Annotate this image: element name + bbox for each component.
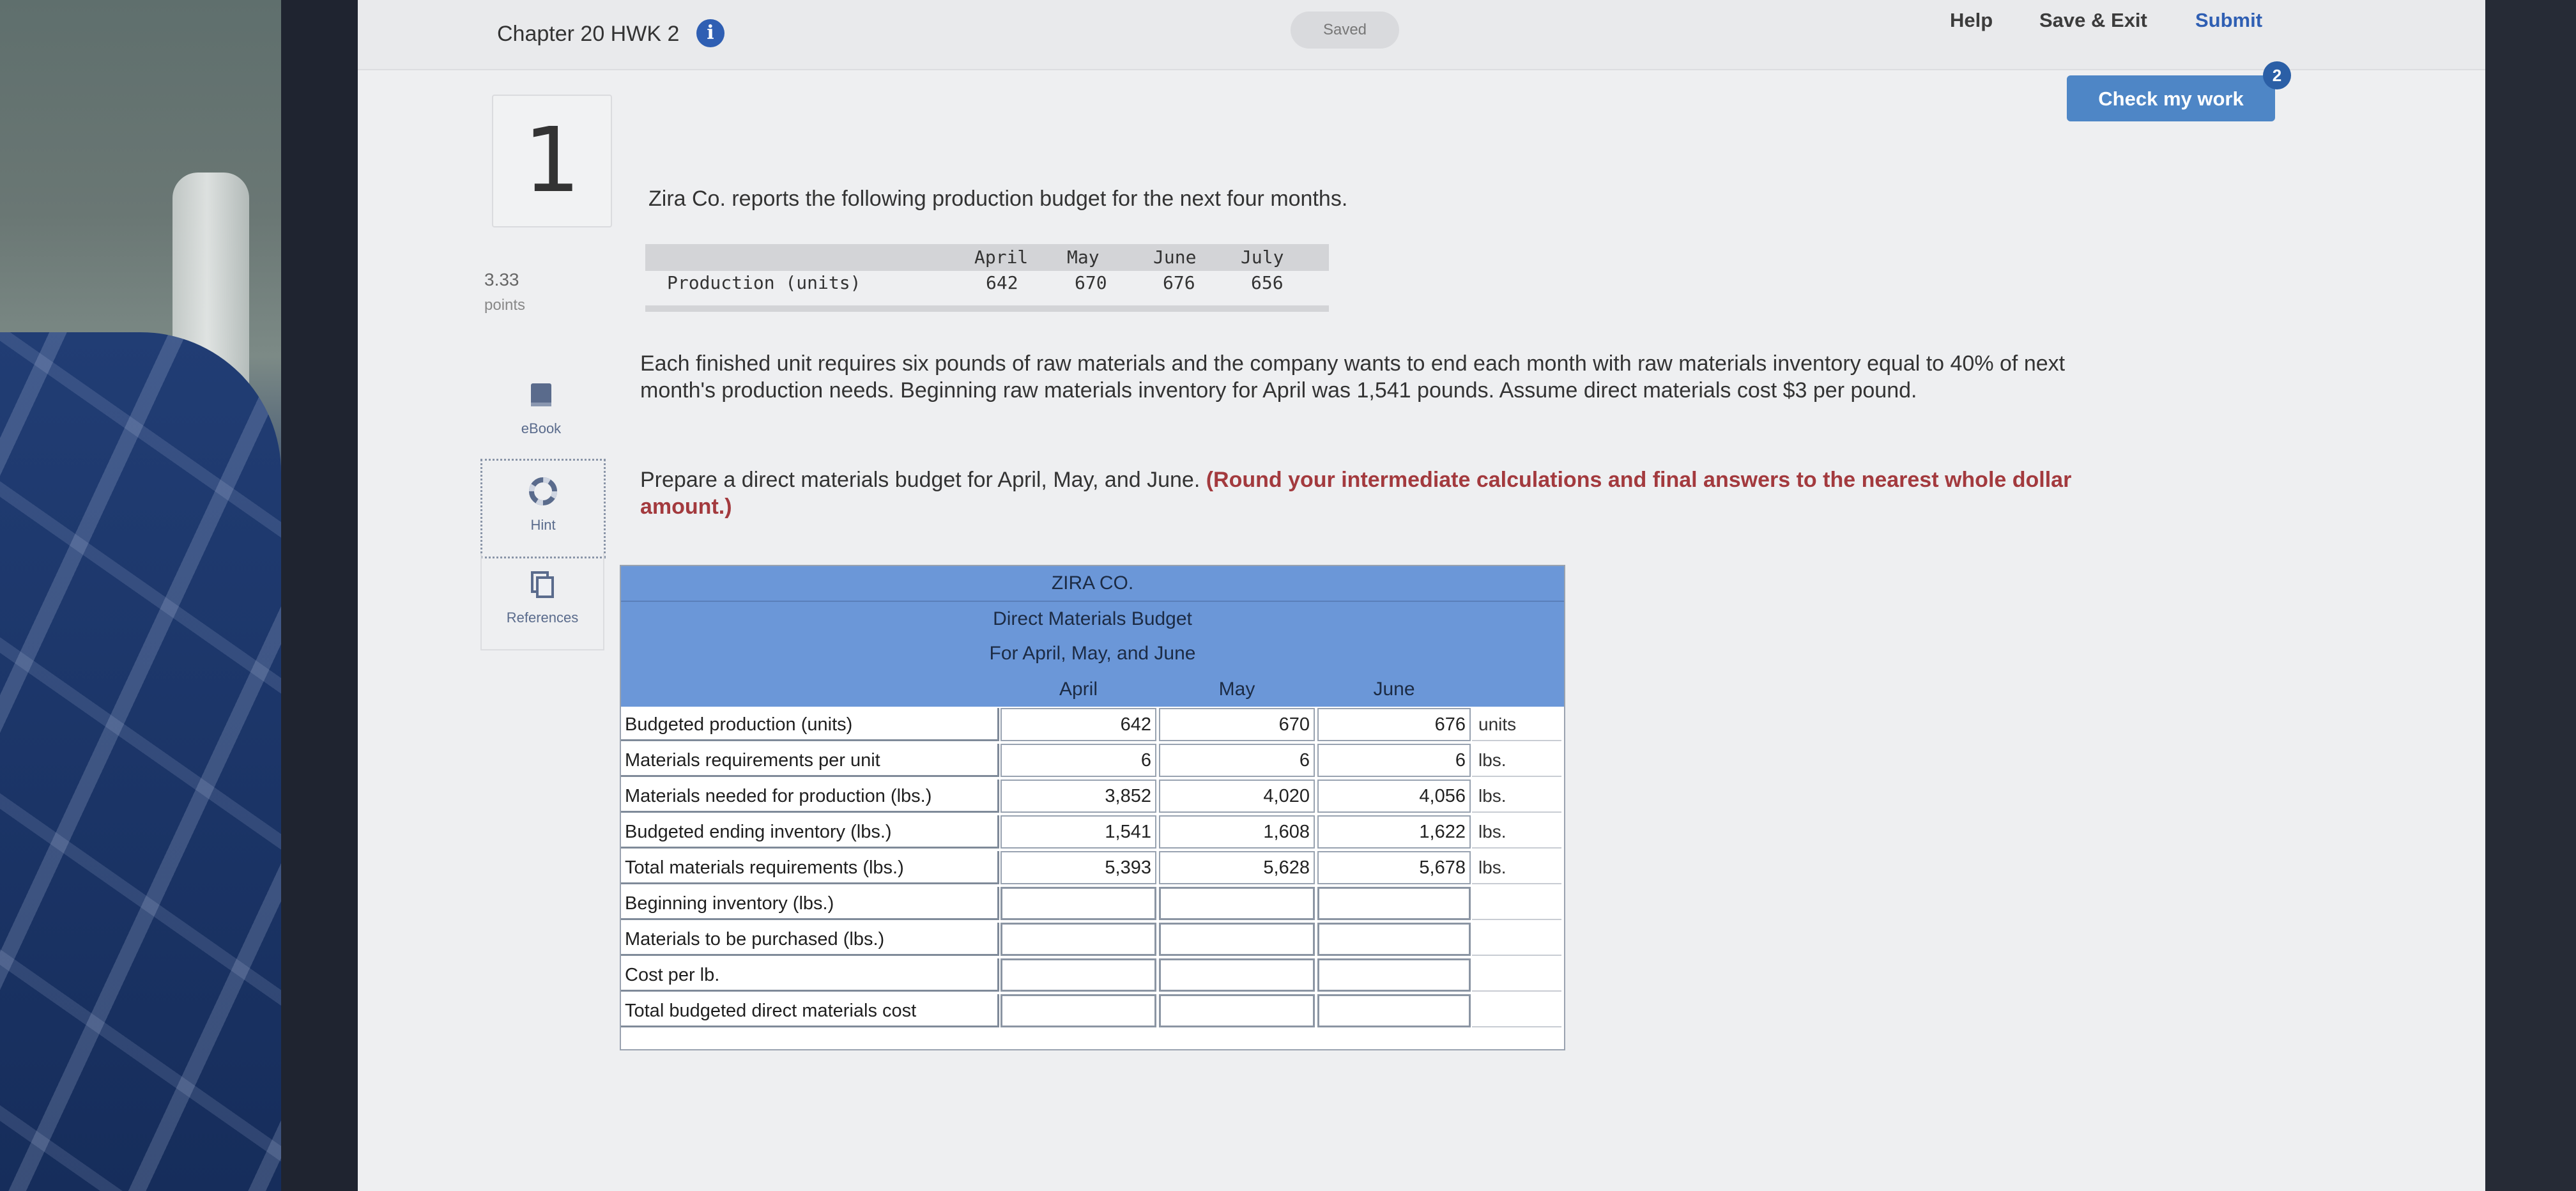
production-value-may: 670: [1075, 272, 1107, 293]
unit-column-header: [1472, 672, 1564, 707]
production-month-june: June: [1153, 247, 1197, 268]
row-label-cost-per-lb: Cost per lb.: [621, 958, 999, 992]
row-label-column-header: [621, 672, 999, 707]
ebook-button[interactable]: [480, 364, 602, 460]
unit-materials-needed: lbs.: [1472, 780, 1561, 813]
question-paragraph-1: Each finished unit requires six pounds of raw materials and the company wants to end each month with raw materials inventory equal to 40% of next month's production needs. Beginning raw materials inventory for April was 1,541 pounds. Assume direct materials cost $3 per pound.: [640, 351, 2066, 403]
assignment-title: Chapter 20 HWK 2: [497, 22, 680, 46]
cell-ending-inventory-april[interactable]: 1,541: [1000, 815, 1156, 849]
row-label-materials-per-unit: Materials requirements per unit: [621, 744, 999, 777]
monitor-bezel-left: [281, 0, 358, 1191]
background-blanket: [0, 332, 281, 1191]
cell-total-requirements-june[interactable]: 5,678: [1317, 851, 1471, 884]
input-total-cost-june[interactable]: [1317, 994, 1471, 1027]
table-title: Direct Materials Budget: [621, 602, 1564, 638]
cell-ending-inventory-june[interactable]: 1,622: [1317, 815, 1471, 849]
points-value: 3.33: [484, 270, 519, 289]
row-label-budgeted-production: Budgeted production (units): [621, 708, 999, 741]
input-cost-per-lb-june[interactable]: [1317, 958, 1471, 992]
help-link[interactable]: Help: [1950, 9, 1993, 31]
row-label-materials-purchased: Materials to be purchased (lbs.): [621, 923, 999, 956]
monitor-bezel-right: [2485, 0, 2576, 1191]
row-label-materials-needed: Materials needed for production (lbs.): [621, 780, 999, 813]
production-month-may: May: [1067, 247, 1100, 268]
instruction-text: Prepare a direct materials budget for April, May, and June.: [640, 468, 1206, 492]
production-row-label: Production (units): [667, 272, 861, 293]
row-label-total-requirements: Total materials requirements (lbs.): [621, 851, 999, 884]
background-photo-left: [0, 0, 281, 1191]
cell-materials-needed-june[interactable]: 4,056: [1317, 780, 1471, 813]
unit-ending-inventory: lbs.: [1472, 815, 1561, 849]
cell-budgeted-production-april[interactable]: 642: [1000, 708, 1156, 741]
row-label-ending-inventory: Budgeted ending inventory (lbs.): [621, 815, 999, 849]
production-value-june: 676: [1163, 272, 1195, 293]
input-beginning-inventory-april[interactable]: [1000, 887, 1156, 920]
pages-icon: [528, 570, 556, 598]
input-beginning-inventory-may[interactable]: [1159, 887, 1315, 920]
input-materials-purchased-june[interactable]: [1317, 923, 1471, 956]
unit-cost-per-lb: [1472, 958, 1561, 992]
question-number: 1: [492, 95, 612, 227]
save-exit-link[interactable]: Save & Exit: [2039, 9, 2147, 31]
points-label: points: [484, 296, 526, 314]
table-company-name: ZIRA CO.: [621, 566, 1564, 602]
cell-materials-per-unit-may[interactable]: 6: [1159, 744, 1315, 777]
cell-ending-inventory-may[interactable]: 1,608: [1159, 815, 1315, 849]
unit-total-requirements: lbs.: [1472, 851, 1561, 884]
production-budget-bottom-bar: [645, 305, 1329, 312]
references-button[interactable]: [480, 553, 604, 650]
check-my-work-button[interactable]: Check my work: [2067, 75, 2275, 121]
production-value-april: 642: [986, 272, 1018, 293]
row-label-total-materials-cost: Total budgeted direct materials cost: [621, 994, 999, 1027]
info-icon[interactable]: i: [696, 19, 724, 47]
column-header-april: April: [999, 672, 1158, 707]
references-label: References: [506, 610, 579, 626]
lifebuoy-icon: [529, 477, 557, 505]
input-materials-purchased-april[interactable]: [1000, 923, 1156, 956]
cell-materials-needed-may[interactable]: 4,020: [1159, 780, 1315, 813]
input-materials-purchased-may[interactable]: [1159, 923, 1315, 956]
production-month-april: April: [974, 247, 1029, 268]
hint-label: Hint: [530, 517, 556, 533]
cell-budgeted-production-may[interactable]: 670: [1159, 708, 1315, 741]
input-total-cost-may[interactable]: [1159, 994, 1315, 1027]
production-month-july: July: [1241, 247, 1284, 268]
unit-budgeted-production: units: [1472, 708, 1561, 741]
row-label-beginning-inventory: Beginning inventory (lbs.): [621, 887, 999, 920]
cell-materials-per-unit-june[interactable]: 6: [1317, 744, 1471, 777]
production-value-july: 656: [1251, 272, 1284, 293]
cell-total-requirements-april[interactable]: 5,393: [1000, 851, 1156, 884]
cell-total-requirements-may[interactable]: 5,628: [1159, 851, 1315, 884]
unit-materials-per-unit: lbs.: [1472, 744, 1561, 777]
top-bar: [358, 0, 2485, 70]
question-paragraph-2: [640, 466, 2097, 520]
column-header-may: May: [1158, 672, 1316, 707]
input-cost-per-lb-april[interactable]: [1000, 958, 1156, 992]
book-icon: [527, 381, 555, 409]
hint-button[interactable]: [480, 459, 606, 558]
unit-beginning-inventory: [1472, 887, 1561, 920]
production-budget-table: [645, 244, 1329, 314]
rounding-instruction: (Round your intermediate calculations and final answers to the nearest whole dollar amount.): [640, 468, 2072, 519]
input-total-cost-april[interactable]: [1000, 994, 1156, 1027]
input-cost-per-lb-may[interactable]: [1159, 958, 1315, 992]
unit-materials-purchased: [1472, 923, 1561, 956]
cell-budgeted-production-june[interactable]: 676: [1317, 708, 1471, 741]
question-intro: Zira Co. reports the following production budget for the next four months.: [648, 187, 1348, 211]
screen: [358, 0, 2485, 1191]
cell-materials-needed-april[interactable]: 3,852: [1000, 780, 1156, 813]
table-period: For April, May, and June: [621, 636, 1564, 673]
check-my-work-badge: 2: [2263, 61, 2291, 89]
column-header-june: June: [1316, 672, 1472, 707]
input-beginning-inventory-june[interactable]: [1317, 887, 1471, 920]
unit-total-materials-cost: [1472, 994, 1561, 1027]
ebook-label: eBook: [521, 420, 562, 436]
saved-status-badge: Saved: [1291, 12, 1399, 49]
direct-materials-budget-table: [620, 565, 1565, 1050]
cell-materials-per-unit-april[interactable]: 6: [1000, 744, 1156, 777]
submit-link[interactable]: Submit: [2195, 9, 2263, 31]
